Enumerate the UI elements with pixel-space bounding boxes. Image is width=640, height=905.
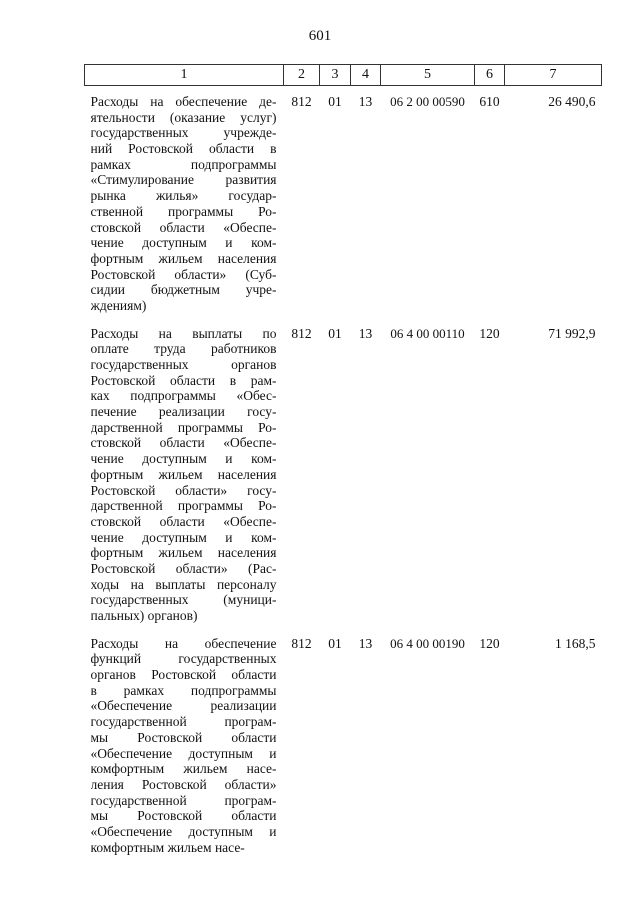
- column-header-3: 3: [320, 65, 351, 86]
- description-line: «Обеспечение доступным и: [90, 745, 277, 761]
- target-article-code: 06 2 00 00590: [390, 94, 465, 109]
- description-line: стовской области «Обеспе-: [90, 435, 277, 451]
- description-line: чение доступным и ком-: [90, 529, 277, 545]
- subsection-code: 13: [358, 94, 373, 109]
- section-code: 01: [328, 94, 342, 109]
- description-line: фортным жильем населения: [90, 545, 277, 561]
- description-line: комфортным жильем насе-: [90, 761, 277, 777]
- column-header-1: 1: [85, 65, 284, 86]
- description-line: государственной програм-: [90, 714, 277, 730]
- description-line: в рамках подпрограммы: [90, 682, 277, 698]
- expense-type-code: 120: [479, 635, 500, 651]
- expense-description: [85, 628, 284, 860]
- description-line: Ростовской области» (Рас-: [90, 560, 277, 576]
- ministry-code: 812: [291, 635, 312, 651]
- description-line: комфортным жильем насе-: [90, 839, 245, 855]
- description-line: Ростовской области в рам-: [90, 372, 277, 388]
- description-line: фортным жильем населения: [90, 466, 277, 482]
- description-line: стовской области «Обеспе-: [90, 219, 277, 235]
- description-line: государственной програм-: [90, 792, 277, 808]
- column-header-2: 2: [284, 65, 320, 86]
- description-line: государственных органов: [90, 357, 277, 372]
- column-header-7: 7: [505, 65, 602, 86]
- description-line: пальных) органов): [90, 608, 198, 623]
- description-line: Расходы на обеспечение де-: [90, 94, 277, 109]
- budget-table: [84, 64, 602, 859]
- description-line: Расходы на обеспечение: [90, 635, 277, 651]
- description-line: ятельности (оказание услуг): [90, 109, 277, 125]
- description-line: печение реализации госу-: [90, 404, 277, 420]
- description-line: органов Ростовской области: [90, 667, 277, 683]
- page-number: 601: [308, 28, 332, 44]
- expense-description: [85, 318, 284, 628]
- description-line: Расходы на выплаты по: [90, 325, 277, 341]
- expense-type-code: 610: [479, 94, 500, 109]
- description-line: ственной программы Ро-: [90, 203, 277, 219]
- table-row: [85, 86, 602, 318]
- description-line: дарственной программы Ро-: [90, 419, 277, 435]
- description-line: мы Ростовской области: [90, 808, 277, 824]
- section-code: 01: [328, 635, 342, 651]
- description-line: ждениям): [90, 297, 147, 313]
- amount-value: 26 490,6: [548, 94, 596, 109]
- description-line: Ростовской области» госу-: [90, 482, 277, 498]
- table-row: [85, 318, 602, 628]
- description-line: дарственной программы Ро-: [90, 498, 277, 514]
- description-line: мы Ростовской области: [90, 729, 277, 745]
- subsection-code: 13: [358, 325, 373, 341]
- description-line: Ростовской области» (Суб-: [90, 266, 277, 282]
- column-header-5: 5: [381, 65, 475, 86]
- expense-description: [85, 86, 284, 318]
- table-row: [85, 628, 602, 860]
- description-line: ний Ростовской области в: [90, 141, 277, 157]
- amount-value: 71 992,9: [548, 325, 596, 341]
- description-line: «Обеспечение доступным и: [90, 823, 277, 839]
- description-line: государственных учрежде-: [90, 125, 277, 141]
- target-article-code: 06 4 00 00110: [390, 325, 465, 341]
- description-line: рамках подпрограммы: [90, 156, 277, 172]
- description-line: «Обеспечение реализации: [90, 698, 277, 714]
- description-line: оплате труда работников: [90, 341, 277, 357]
- description-line: ления Ростовской области»: [90, 776, 277, 792]
- amount-value: 1 168,5: [555, 635, 596, 651]
- description-line: функций государственных: [90, 651, 277, 667]
- description-line: «Стимулирование развития: [90, 172, 277, 188]
- description-line: ках подпрограммы «Обес-: [90, 388, 277, 404]
- subsection-code: 13: [358, 635, 373, 651]
- description-line: рынка жилья» государ-: [90, 188, 277, 204]
- ministry-code: 812: [291, 325, 312, 341]
- ministry-code: 812: [291, 94, 312, 109]
- description-line: чение доступным и ком-: [90, 235, 277, 251]
- column-header-4: 4: [351, 65, 381, 86]
- description-line: государственных (муници-: [90, 592, 277, 608]
- column-header-6: 6: [475, 65, 505, 86]
- expense-type-code: 120: [479, 325, 500, 341]
- description-line: сидии бюджетным учре-: [90, 282, 277, 298]
- section-code: 01: [328, 325, 342, 341]
- description-line: чение доступным и ком-: [90, 451, 277, 467]
- target-article-code: 06 4 00 00190: [390, 635, 465, 651]
- description-line: ходы на выплаты персоналу: [90, 576, 277, 592]
- header-row: [85, 65, 602, 86]
- description-line: стовской области «Обеспе-: [90, 513, 277, 529]
- description-line: фортным жильем населения: [90, 250, 277, 266]
